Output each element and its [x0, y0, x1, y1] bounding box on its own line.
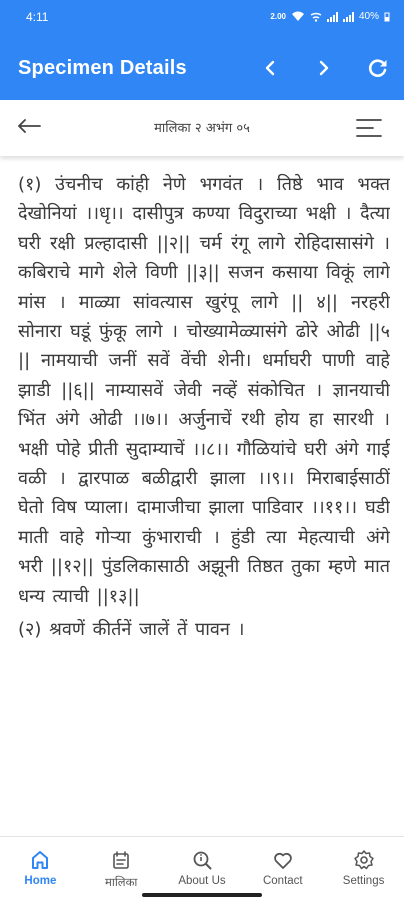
nav-home[interactable] [0, 837, 81, 901]
app-bar [0, 36, 404, 100]
nav-contact[interactable] [242, 837, 323, 901]
sub-header [0, 100, 404, 156]
heart-icon [272, 849, 294, 871]
nav-label: मालिका [104, 877, 138, 889]
bottom-navigation [0, 836, 404, 901]
data-speed: 2.00 [270, 12, 286, 21]
text-menu-icon [356, 118, 382, 138]
abhang-content [18, 170, 390, 836]
search-info-icon [191, 849, 213, 871]
refresh-icon [367, 57, 389, 79]
menu-button[interactable] [356, 118, 382, 142]
nav-label: About Us [178, 875, 226, 887]
previous-button[interactable] [256, 54, 284, 82]
refresh-button[interactable] [364, 54, 392, 82]
next-button[interactable] [310, 54, 338, 82]
verse-text: (२) श्रवणें कीर्तनें जालें तें पावन । [18, 619, 245, 641]
book-list-icon [110, 849, 132, 871]
battery-level: 40% [358, 11, 379, 22]
chevron-left-icon [263, 60, 277, 76]
page-title: Specimen Details [18, 57, 187, 79]
gesture-bar [142, 893, 262, 897]
nav-label: Settings [342, 875, 385, 887]
status-bar [0, 0, 404, 36]
wifi-icon [291, 11, 305, 22]
gear-icon [353, 849, 375, 871]
nav-label: Home [24, 875, 57, 887]
battery-icon [384, 12, 390, 22]
status-icons [270, 11, 390, 22]
section-title: मालिका २ अभंग ०५ [154, 121, 250, 136]
nav-about-us[interactable] [162, 837, 243, 901]
verse-text: (१) उंचनीच कांही नेणे भगवंत । तिष्ठे भाव भक्त देखोनियां ।।धृ।। दासीपुत्र कण्या विदुराच्या भक्षी । दैत्या घरी रक्षी प्रल्हादासी ||२|| चर्म रंगू लागे रोहिदासासंगे । कबिराचे मागे शेले विणी ||३|| सजन कसाया विकूं लागे मांस । माळ्या सांवत्यास खुरंपू लागे || ४|| नरहरी सोनारा घडूं फुंकू लागे । चोख्यामेळ्यासंगे ढोरे ओढी ||५ || नामयाची जनीं सवें वेंची शेनी। धर्माघरी पाणी वाहे झाडी ||६|| नाम्यासवें जेवी नव्हें संकोचित । ज्ञानयाची भिंत अंगे ओढी ।।७।। अर्जुनाचें रथी होय हा सारथी । भक्षी पोहे प्रीती सुदाम्याचें ।।८।। गौळियांचे घरी अंगे गाई वळी । द्वारपाळ बळीद्वारी झाला ।।९।। मिराबाईसाठीं घेतो विष प्याला। दामाजीचा झाला पाडिवार ।।११।। घडी माती वाहे गोऱ्या कुंभाराची । हुंडी त्या मेहत्याची अंगे भरी ||१२|| पुंडलिकासाठी अझूनी तिष्ठत तुका म्हणे मात धन्य त्याची ||१३|| [18, 174, 390, 607]
nav-malika[interactable] [81, 837, 162, 901]
nav-label: Contact [262, 875, 303, 887]
volte-icon [310, 12, 322, 22]
status-time: 4:11 [26, 10, 49, 24]
chevron-right-icon [317, 60, 331, 76]
home-icon [29, 849, 51, 871]
signal-icon [343, 12, 354, 22]
signal-icon [327, 12, 338, 22]
nav-settings[interactable] [323, 837, 404, 901]
